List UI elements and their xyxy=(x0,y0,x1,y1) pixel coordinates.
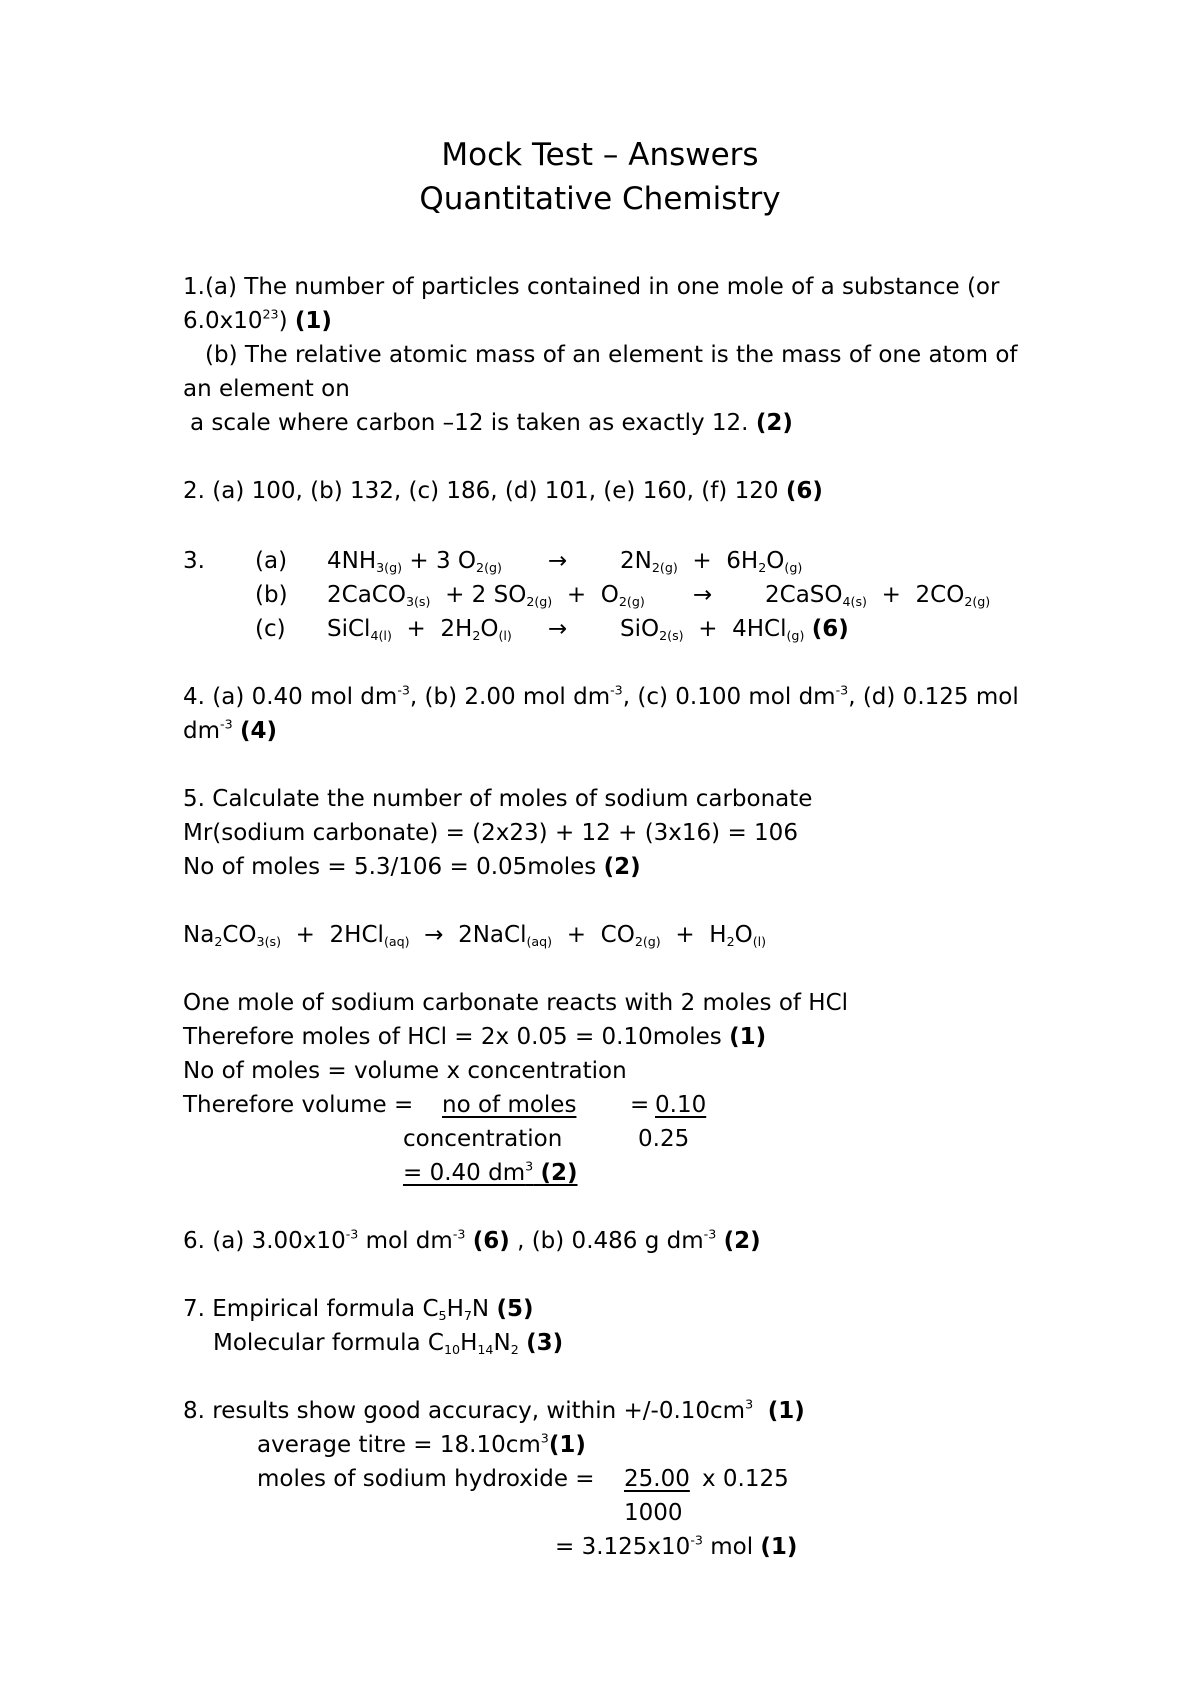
q5-result-mark: (2) xyxy=(540,1160,578,1186)
q8-line1-mark: (1) xyxy=(767,1398,805,1424)
q7-molecular: Molecular formula $C_{10}H_{14}N_2$ (3) xyxy=(213,1330,564,1357)
q5-denominator-2: 0.25 xyxy=(638,1126,690,1152)
q8-line2-mark: (1) xyxy=(548,1432,586,1458)
q8-line3-label: moles of sodium hydroxide = xyxy=(257,1466,595,1492)
q3a-products: $2N_{2(g)} + 6H_2O_{(g)}$ xyxy=(620,548,803,575)
q8-line2: average titre = $18.10cm^3(1)$ xyxy=(257,1430,586,1458)
q5-numerator-2: 0.10 xyxy=(655,1092,707,1118)
q3b-equation: 2CaCO$_{3(s)}$ + 2 $SO_{2(g)} + O_{2(g)}$ xyxy=(327,582,645,609)
q1a-mark: (1) xyxy=(294,308,332,334)
q5-hcl-line: Therefore moles of HCl = 2x 0.05 = 0.10moles (1) xyxy=(183,1024,767,1050)
q1a-value-line: $6.0x10^{23}$) (1) xyxy=(183,306,332,334)
q2-line: 2. (a) 100, (b) 132, (c) 186, (d) 101, (e) 160, (f) 120 (6) xyxy=(183,478,823,504)
q5-result: = 0.40 $dm^3$ (2) xyxy=(403,1158,578,1186)
q1b-line: (b) The relative atomic mass of an element is the mass of one atom of xyxy=(205,342,1018,368)
q3a-label: (a) xyxy=(255,548,288,574)
q1b-cont1: an element on xyxy=(183,376,350,402)
q3a-arrow: → xyxy=(548,548,568,574)
q5-ratio-line: One mole of sodium carbonate reacts with 2 moles of HCl xyxy=(183,990,849,1016)
q4-line2: $dm^{-3}$ (4) xyxy=(183,716,277,744)
q1b-cont2: a scale where carbon –12 is taken as exactly 12. (2) xyxy=(190,410,793,436)
q3-number: 3. xyxy=(183,548,205,574)
q5-vol-formula: No of moles = volume x concentration xyxy=(183,1058,627,1084)
q7-empirical-mark: (5) xyxy=(496,1296,534,1322)
q5-vol-label: Therefore volume = xyxy=(183,1092,414,1118)
q5-denominator-1: concentration xyxy=(403,1126,563,1152)
q4-line1: 4. (a) 0.40 mol $dm^{-3}$, (b) 2.00 mol $dm^{-3}$, (c) 0.100 mol $dm^{-3}$, (d) 0.125 mol xyxy=(183,682,1019,710)
q3-mark: (6) xyxy=(811,616,849,642)
q4-mark: (4) xyxy=(239,718,277,744)
q5-mr-line: Mr(sodium carbonate) = (2x23) + 12 + (3x16) = 106 xyxy=(183,820,798,846)
q3c-arrow: → xyxy=(548,616,568,642)
q5-equation: $Na_2CO_{3(s)} + 2HCl_{(aq)}$ → 2NaCl$_{(aq)}$ + $CO_{2(g)} + H_2O_{(l)}$ xyxy=(183,922,767,949)
q1a-line: 1.(a) The number of particles contained in one mole of a substance (or xyxy=(183,274,1000,300)
q8-line5-mark: (1) xyxy=(760,1534,798,1560)
q6-line: 6. (a) $3.00x10^{-3}$ mol $dm^{-3}$ (6) , (b) 0.486 g $dm^{-3}$ (2) xyxy=(183,1226,761,1254)
q8-line4-denominator: 1000 xyxy=(624,1500,683,1526)
q6-mark-b: (2) xyxy=(723,1228,761,1254)
q5-heading: 5. Calculate the number of moles of sodium carbonate xyxy=(183,786,813,812)
q7-empirical: 7. Empirical formula $C_5H_7N$ (5) xyxy=(183,1296,534,1323)
q8-line3-times: x 0.125 xyxy=(702,1466,789,1492)
q2-mark: (6) xyxy=(785,478,823,504)
q5-hcl-mark: (1) xyxy=(729,1024,767,1050)
q3c-products: SiO$_{2(s)}$ + 4HCl$_{(g)}$ (6) xyxy=(620,616,849,643)
q3b-products: 2CaSO$_{4(s)}$ + $2CO_{2(g)}$ xyxy=(765,582,991,609)
page-subtitle: Quantitative Chemistry xyxy=(419,181,781,217)
q1b-mark: (2) xyxy=(755,410,793,436)
q8-line5: = $3.125x10^{-3}$ mol (1) xyxy=(555,1532,798,1560)
q3b-label: (b) xyxy=(255,582,288,608)
q5-equals-1: = xyxy=(630,1092,650,1118)
page-title: Mock Test – Answers xyxy=(441,137,759,173)
q3c-equation: SiCl$_{4(l)}$ + $2H_2O_{(l)}$ xyxy=(327,616,512,643)
q3c-label: (c) xyxy=(255,616,286,642)
q6-mark-a: (6) xyxy=(472,1228,510,1254)
q8-line1: 8. results show good accuracy, within $+/-0.10cm^3$ (1) xyxy=(183,1396,805,1424)
q5-moles-line: No of moles = 5.3/106 = 0.05moles (2) xyxy=(183,854,641,880)
q8-line3-numerator: 25.00 xyxy=(624,1466,690,1492)
q3b-arrow: → xyxy=(693,582,713,608)
q7-molecular-mark: (3) xyxy=(526,1330,564,1356)
q5-moles-mark: (2) xyxy=(603,854,641,880)
q5-numerator-1: no of moles xyxy=(442,1092,577,1118)
q3a-equation: $4NH_{3(g)} + 3$ $O_{2(g)}$ xyxy=(327,548,502,575)
